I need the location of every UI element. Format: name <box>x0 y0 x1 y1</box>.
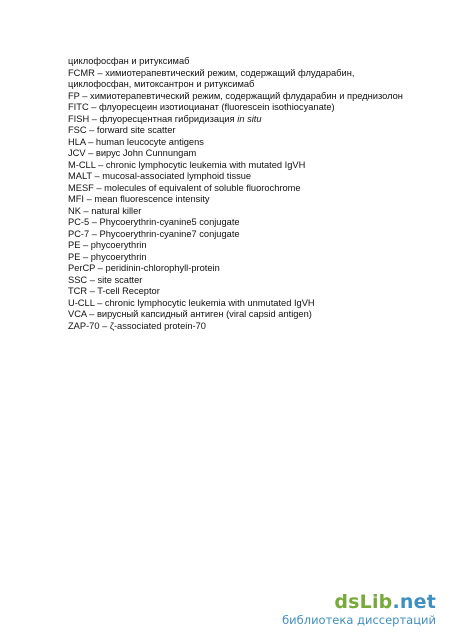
dslib-logo <box>282 592 436 612</box>
list-line: FITC – флуоресцеин изотиоцианат (fluorescein isothiocyanate) <box>68 102 335 112</box>
logo-part2: .net <box>392 591 436 613</box>
list-line: U-CLL – chronic lymphocytic leukemia with unmutated IgVH <box>68 297 315 308</box>
list-line: SSC – site scatter <box>68 274 143 285</box>
abbreviation-list <box>68 56 438 332</box>
fish-italic: in situ <box>237 113 262 124</box>
list-line: TCR – T-cell Receptor <box>68 286 160 296</box>
list-line: ZAP-70 – ζ-associated protein-70 <box>68 320 206 331</box>
list-line: PC-7 – Phycoerythrin-cyanine7 conjugate <box>68 228 240 239</box>
list-line: FSC – forward site scatter <box>68 125 176 135</box>
list-line: PerCP – peridinin-chlorophyll-protein <box>68 263 220 273</box>
list-line: MFI – mean fluorescence intensity <box>68 194 210 204</box>
dslib-watermark <box>282 592 436 627</box>
list-line: JCV – вирус John Cunnungam <box>68 148 197 158</box>
list-line: VCA – вирусный капсидный антиген (viral capsid antigen) <box>68 309 312 319</box>
fish-text: FISH – флуоресцентная гибридизация <box>68 113 238 124</box>
list-line: FP – химиотерапевтический режим, содержащий флударабин и преднизолон <box>68 90 403 101</box>
list-line: FCMR – химиотерапевтический режим, содержащий флударабин, <box>68 67 355 78</box>
list-line: PC-5 – Phycoerythrin-cyanine5 conjugate <box>68 217 240 227</box>
list-line-fish <box>68 114 438 126</box>
watermark-subtitle: библиотека диссертаций <box>282 613 436 627</box>
list-line: HLA – human leucocyte antigens <box>68 136 204 147</box>
list-line: M-CLL – chronic lymphocytic leukemia with mutated IgVH <box>68 159 306 170</box>
logo-part1: dsLib <box>334 591 393 613</box>
list-line: циклофосфан и ритуксимаб <box>68 56 190 66</box>
list-line: NK – natural killer <box>68 205 142 216</box>
list-line: PE – phycoerythrin <box>68 251 147 262</box>
list-line: циклофосфан, митоксантрон и ритуксимаб <box>68 79 255 89</box>
list-line: MESF – molecules of equivalent of soluble fluorochrome <box>68 182 301 193</box>
list-line: PE – phycoerythrin <box>68 240 147 250</box>
list-line: MALT – mucosal-associated lymphoid tissue <box>68 171 252 181</box>
